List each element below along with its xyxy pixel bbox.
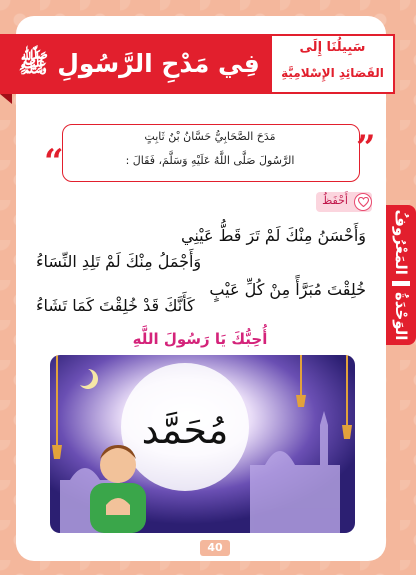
unit-name: المَعْرُوفُ bbox=[392, 209, 410, 275]
mosque-illustration bbox=[50, 355, 355, 533]
unit-label: الوَحْدَةُ bbox=[392, 291, 410, 341]
intro-line-1: مَدَحَ الصَّحَابِيُّ حَسَّانُ بْنُ ثَابِتٍ bbox=[144, 130, 276, 143]
heart-icon bbox=[354, 193, 372, 211]
verse-3: خُلِقْتَ مُبَرَّأً مِنْ كُلِّ عَيْبٍ bbox=[209, 280, 366, 299]
unit-divider bbox=[392, 281, 410, 286]
page-number: 40 bbox=[200, 540, 230, 556]
lesson-title: فِي مَدْحِ الرَّسُولِ ﷺ bbox=[18, 49, 260, 78]
quote-open-icon: ” bbox=[356, 128, 376, 168]
series-line-1: سَبِيلُنَا إِلَى bbox=[299, 40, 366, 55]
unit-side-tab bbox=[386, 205, 416, 345]
love-line: أُحِبُّكَ يَا رَسُولَ اللَّهِ bbox=[132, 330, 268, 348]
intro-line-2: الرَّسُولَ صَلَّى اللَّهُ عَلَيْهِ وَسَلَّمَ، فَقَالَ : bbox=[125, 154, 295, 167]
verse-2: وَأَجْمَلُ مِنْكَ لَمْ تَلِدِ النِّسَاءُ bbox=[36, 252, 202, 271]
memorize-label: أَحْفَظُ bbox=[322, 194, 348, 207]
muhammad-calligraphy: مُحَمَّد bbox=[141, 408, 229, 452]
quote-close-icon: “ bbox=[44, 142, 64, 182]
verse-1: وَأَحْسَنُ مِنْكَ لَمْ تَرَ قَطُّ عَيْنِي bbox=[180, 226, 366, 245]
verse-4: كَأَنَّكَ قَدْ خُلِقْتَ كَمَا تَشَاءُ bbox=[36, 296, 195, 315]
series-line-2: القَصَائِدِ الإِسْلامِيَّةِ bbox=[281, 66, 384, 80]
lesson-header bbox=[0, 28, 395, 100]
